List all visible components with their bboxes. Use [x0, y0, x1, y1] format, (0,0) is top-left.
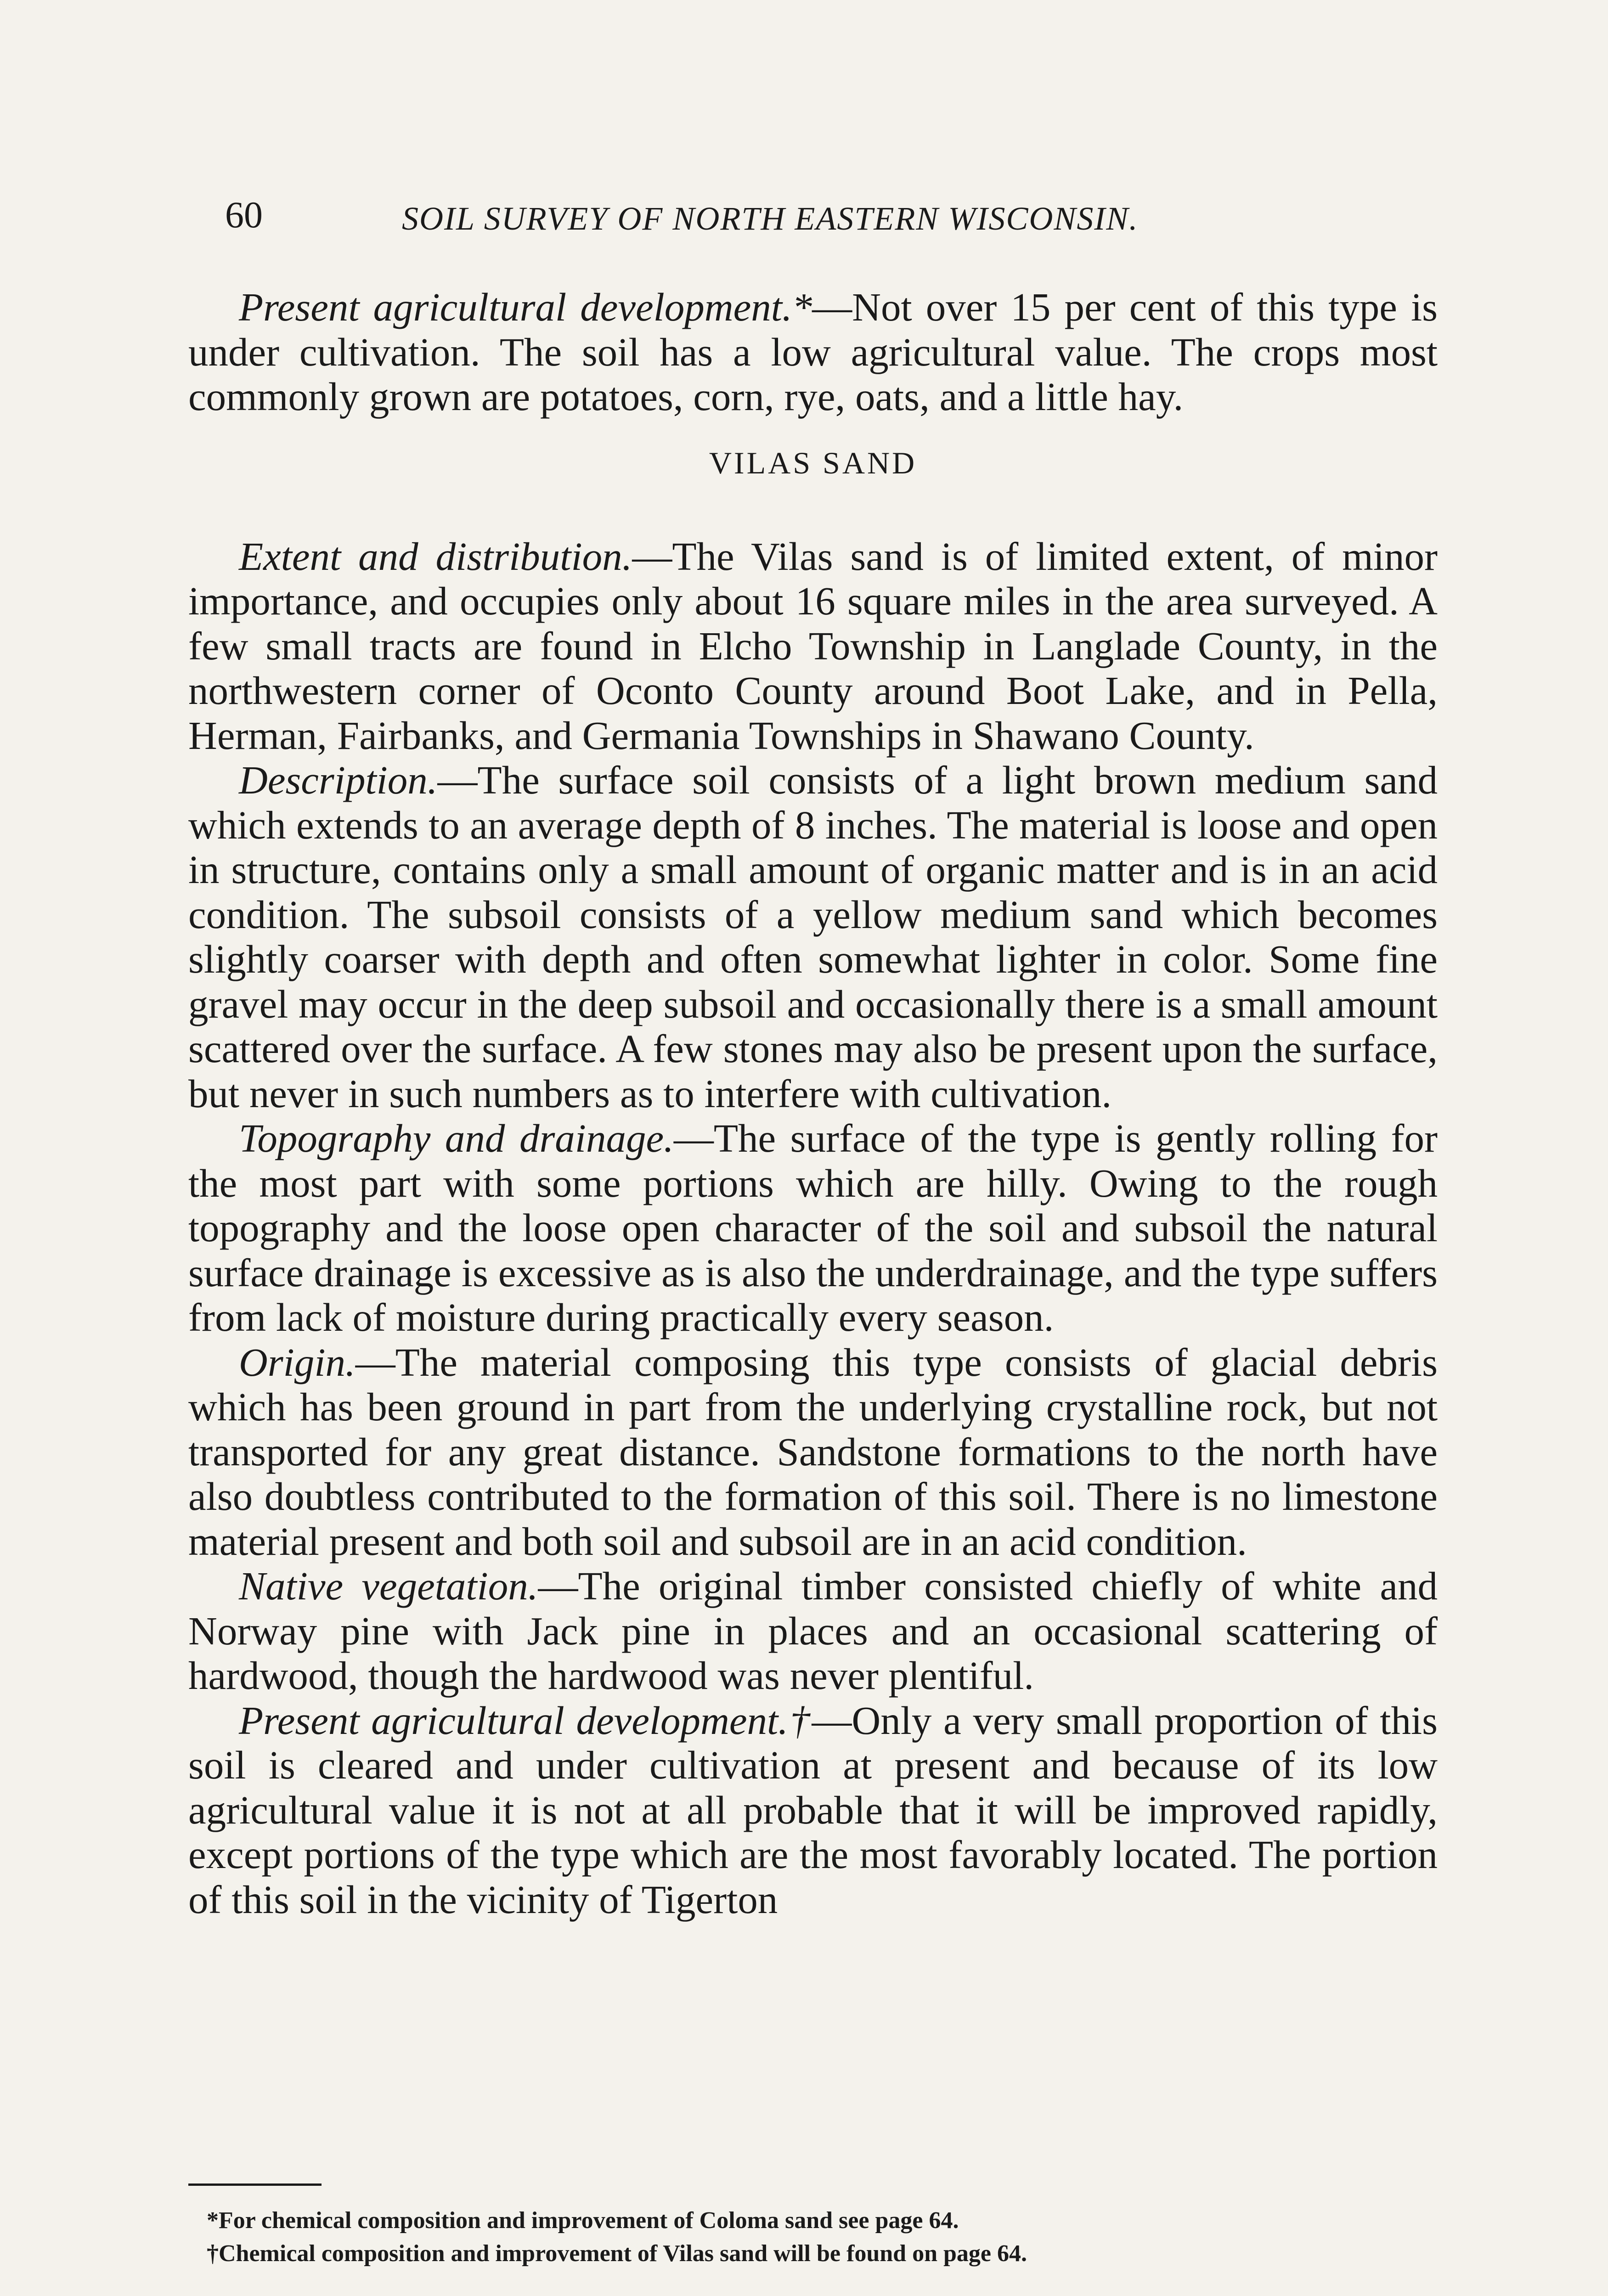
paragraph-text: —The material composing this type consists of glacial debris which has been ground in part from the underlying crystalline rock, but not transported for any great distance. Sandstone formations to the north have also doubtless contributed to the formation of this soil. There is no limestone material present and both soil and subsoil are in an acid condition.	[188, 1339, 1438, 1564]
running-title: SOIL SURVEY OF NORTH EASTERN WISCONSIN.	[402, 200, 1139, 237]
paragraph-lead: Present agricultural development.*	[239, 285, 812, 329]
footnote-divider	[188, 2183, 322, 2186]
paragraph-text: —Not over 15 per cent of this type is under cultivation. The soil has a low agricultural value. The crops most commonly grown are potatoes, corn, rye, oats, and a little hay.	[188, 285, 1438, 419]
paragraph-text: —The surface of the type is gently rolling for the most part with some portions which are hilly. Owing to the rough topography and the loose open character of the soil and subsoil the natural surface drainage is excessive as is also the underdrainage, and the type suffers from lack of moisture during practically every season.	[188, 1116, 1438, 1339]
paragraph-lead: Extent and distribution.	[239, 534, 632, 579]
paragraph-present-agricultural-development-coloma	[188, 285, 1438, 419]
paragraph-text: —The Vilas sand is of limited extent, of minor importance, and occupies only about 16 square miles in the area surveyed. A few small tracts are found in Elcho Township in Langlade County, in the northwestern corner of Oconto County around Boot Lake, and in Pella, Herman, Fairbanks, and Germania Townships in Shawano County.	[188, 534, 1438, 758]
paragraph-text: —The surface soil consists of a light brown medium sand which extends to an average depth of 8 inches. The material is loose and open in structure, contains only a small amount of organic matter and is in an acid condition. The subsoil consists of a yellow medium sand which becomes slightly coarser with depth and often somewhat lighter in color. Some fine gravel may occur in the deep subsoil and occasionally there is a small amount scattered over the surface. A few stones may also be present upon the surface, but never in such numbers as to interfere with cultivation.	[188, 758, 1438, 1116]
paragraph-lead: Native vegetation.	[239, 1564, 538, 1608]
paragraph-lead: Description.	[239, 758, 438, 802]
footnote-coloma: *For chemical composition and improvement of Coloma sand see page 64.	[207, 2207, 959, 2234]
paragraph-lead: Present agricultural development.†	[239, 1698, 812, 1743]
paragraph-origin	[188, 1340, 1438, 1564]
running-head	[225, 192, 1415, 242]
paragraph-description	[188, 758, 1438, 1116]
page-number: 60	[225, 194, 263, 236]
paragraph-text: —The original timber consisted chiefly of white and Norway pine with Jack pine in places and an occasional scattering of hardwood, though the hardwood was never plentiful.	[188, 1564, 1438, 1698]
section-heading-vilas-sand: VILAS SAND	[709, 445, 917, 480]
footnote-vilas: †Chemical composition and improvement of Vilas sand will be found on page 64.	[207, 2240, 1027, 2267]
paragraph-text: —Only a very small proportion of this soil is cleared and under cultivation at present and because of its low agricultural value it is not at all probable that it will be improved rapidly, except portions of the type which are the most favorably located. The portion of this soil in the vicinity of Tigerton	[188, 1698, 1438, 1922]
body-text	[188, 285, 1438, 1922]
paragraph-lead: Origin.	[239, 1339, 355, 1384]
paragraph-extent-and-distribution	[188, 534, 1438, 758]
paragraph-lead: Topography and drainage.	[239, 1116, 674, 1160]
paragraph-present-agricultural-development-vilas	[188, 1698, 1438, 1922]
paragraph-topography-and-drainage	[188, 1116, 1438, 1340]
paragraph-native-vegetation	[188, 1564, 1438, 1698]
footnotes	[207, 2204, 1438, 2270]
